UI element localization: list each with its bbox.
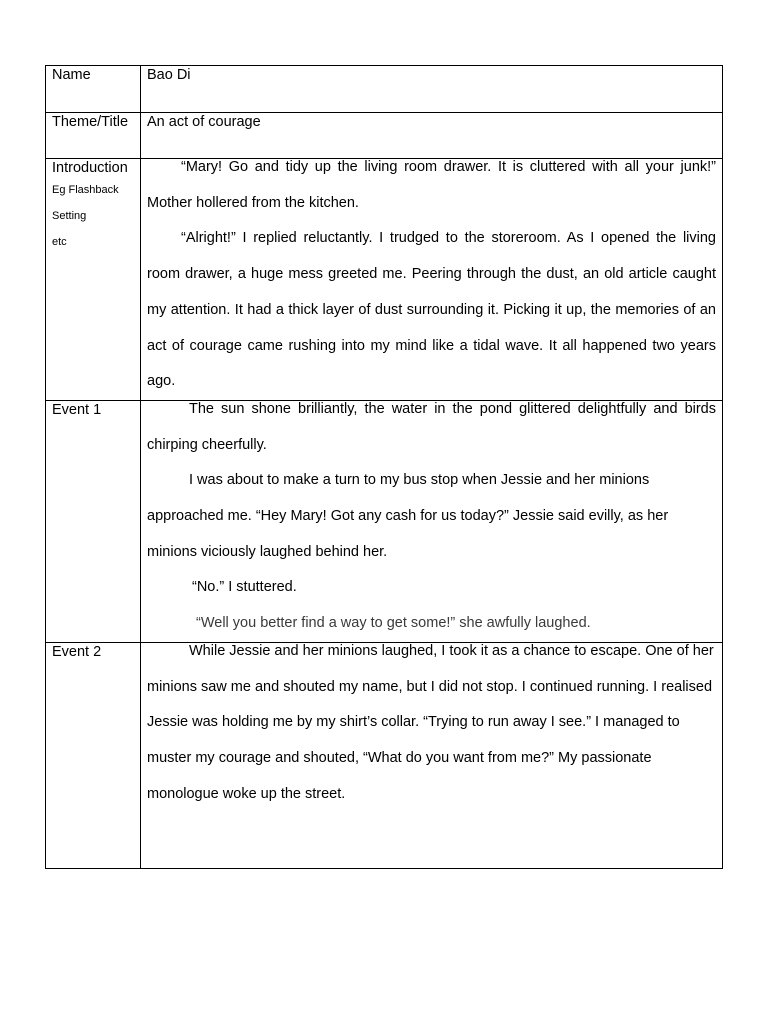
introduction-paragraph: “Mary! Go and tidy up the living room drawer. It is cluttered with all your junk!” Mother hollered from the kitchen. — [147, 159, 716, 211]
event1-label: Event 1 — [52, 401, 102, 418]
introduction-paragraph: “Alright!” I replied reluctantly. I trudged to the storeroom. As I opened the living room drawer, a huge mess greeted me. Peering through the dust, an old article caught my attention. It had a thick layer of dust surrounding it. Picking it up, the memories of an act of courage came rushing into my mind like a tidal wave. It all happened two years ago. — [147, 230, 716, 390]
event1-label-cell — [46, 400, 141, 642]
event1-paragraph: The sun shone brilliantly, the water in the pond glittered delightfully and birds chirping cheerfully. — [147, 400, 716, 453]
introduction-hint-flashback: Eg Flashback — [52, 184, 119, 196]
introduction-label-cell — [46, 159, 141, 401]
event1-paragraph: I was about to make a turn to my bus stop when Jessie and her minions approached me. “Hey Mary! Got any cash for us today?” Jessie said evilly, as her minions viciously laughed behind her. — [147, 472, 669, 560]
event1-text-cell — [141, 400, 723, 642]
introduction-row — [46, 159, 723, 401]
name-value: Bao Di — [147, 67, 191, 83]
event2-label-cell — [46, 642, 141, 868]
event1-row — [46, 400, 723, 642]
theme-label: Theme/Title — [52, 114, 129, 130]
name-value-cell — [141, 66, 723, 113]
introduction-hint-etc: etc — [52, 236, 67, 248]
name-row — [46, 66, 723, 113]
introduction-hint-setting: Setting — [52, 210, 87, 222]
introduction-label: Introduction — [52, 160, 128, 176]
event2-row — [46, 642, 723, 868]
theme-value: An act of courage — [147, 114, 261, 130]
event2-label: Event 2 — [52, 643, 102, 660]
theme-label-cell — [46, 113, 141, 159]
event2-text-cell — [141, 642, 723, 868]
story-plan-table — [45, 65, 723, 869]
event2-paragraph: While Jessie and her minions laughed, I took it as a chance to escape. One of her minions saw me and shouted my name, but I did not stop. I continued running. I realised Jessie was holding me by my shirt’s collar. “Trying to run away I see.” I managed to muster my courage and shouted, “What do you want from me?” My passionate monologue woke up the street. — [147, 642, 714, 802]
name-label: Name — [52, 67, 91, 83]
event1-paragraph: “No.” I stuttered. — [192, 579, 297, 596]
name-label-cell — [46, 66, 141, 113]
introduction-text-cell — [141, 159, 723, 401]
event1-paragraph: “Well you better find a way to get some!” she awfully laughed. — [196, 615, 591, 632]
